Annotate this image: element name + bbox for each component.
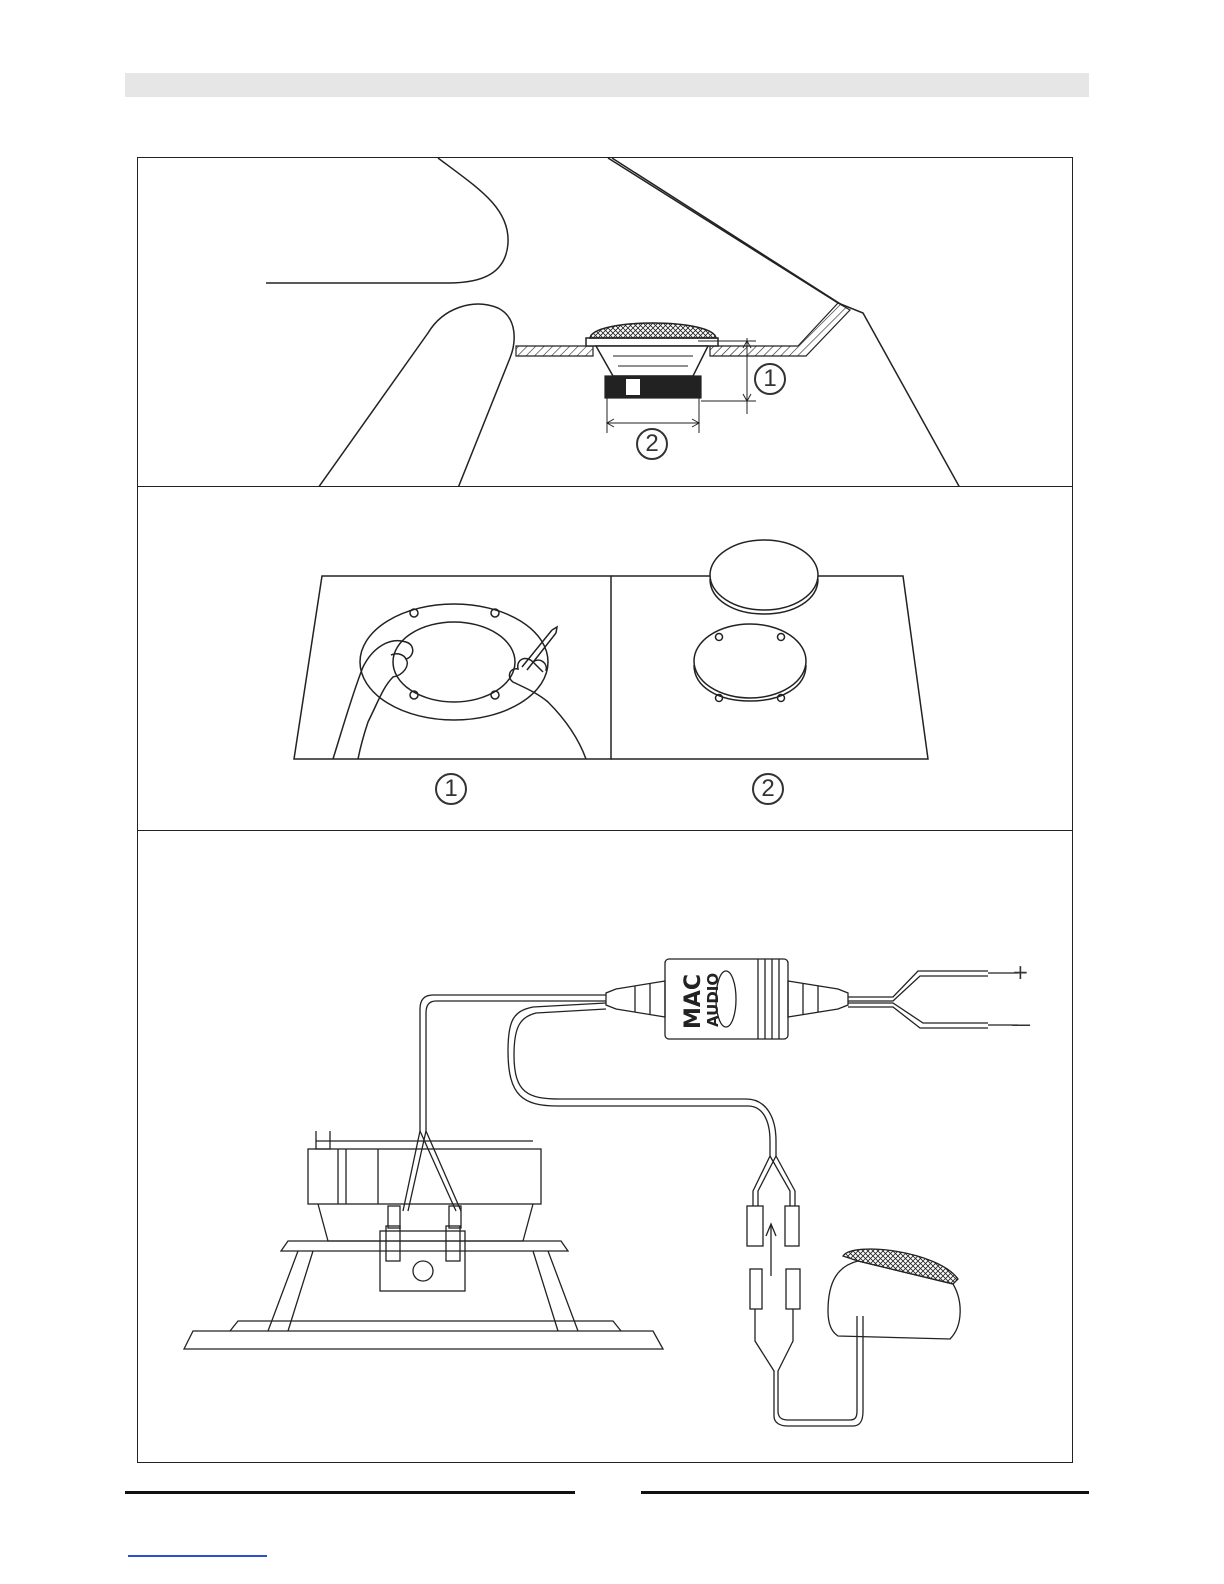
wiring-panel [137, 830, 1073, 1463]
crossover-wiring-diagram [138, 831, 1073, 1463]
cutout-template-panel [137, 486, 1073, 832]
footer-rule-left [125, 1491, 575, 1494]
footer-link-underline[interactable] [128, 1555, 267, 1557]
svg-text:AUDIO: AUDIO [704, 972, 722, 1027]
speaker-in-door-diagram [138, 158, 1073, 488]
mounting-depth-panel [137, 157, 1073, 488]
footer-rule-right [641, 1491, 1089, 1494]
header-bar [125, 73, 1089, 97]
polarity-minus-label: — [1011, 1012, 1031, 1036]
svg-text:MAC: MAC [681, 973, 706, 1029]
step-1-label: 1 [435, 773, 467, 805]
template-hand-pencil-diagram [138, 487, 1073, 832]
polarity-plus-label: + [1012, 960, 1029, 984]
step-2-label: 2 [752, 773, 784, 805]
callout-depth-label: 1 [754, 363, 786, 395]
callout-diameter-label: 2 [636, 428, 668, 460]
